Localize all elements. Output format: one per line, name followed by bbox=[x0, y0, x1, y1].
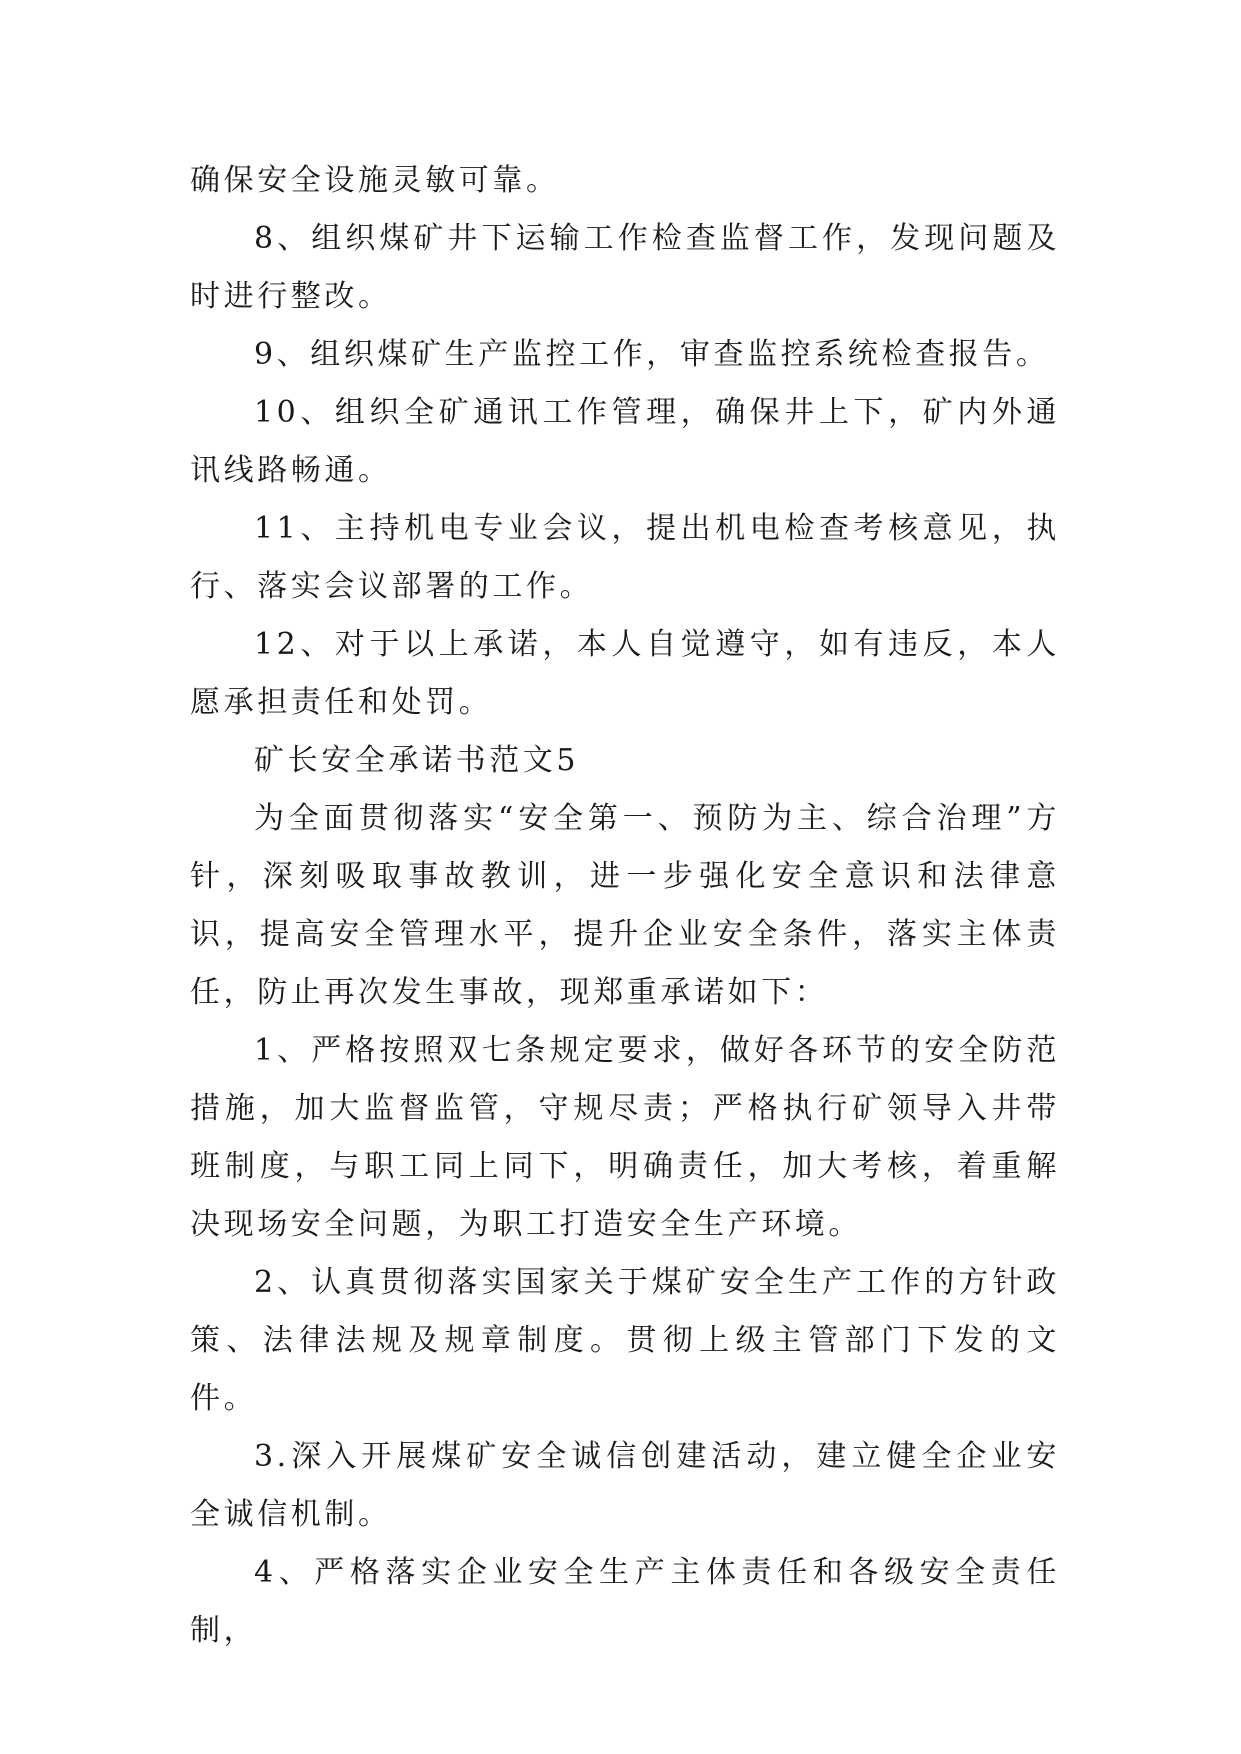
paragraph-8: 为全面贯彻落实“安全第一、预防为主、综合治理”方针，深刻吸取事故教训，进一步强化安全意识和法律意识，提高安全管理水平，提升企业安全条件，落实主体责任，防止再次发生事故，现郑重承诺如下： bbox=[190, 801, 1060, 1010]
paragraph-3: 9、组织煤矿生产监控工作，审查监控系统检查报告。 bbox=[254, 337, 1050, 372]
paragraph-9: 1、严格按照双七条规定要求，做好各环节的安全防范措施，加大监督监管，守规尽责；严格执行矿领导入井带班制度，与职工同上同下，明确责任，加大考核，着重解决现场安全问题，为职工打造安全生产环境。 bbox=[190, 1033, 1060, 1242]
paragraph-11: 3.深入开展煤矿安全诚信创建活动，建立健全企业安全诚信机制。 bbox=[190, 1439, 1060, 1532]
paragraph-10: 2、认真贯彻落实国家关于煤矿安全生产工作的方针政策、法律法规及规章制度。贯彻上级主管部门下发的文件。 bbox=[190, 1265, 1060, 1416]
paragraph-6: 12、对于以上承诺，本人自觉遵守，如有违反，本人愿承担责任和处罚。 bbox=[190, 627, 1060, 720]
document-body bbox=[190, 152, 1060, 1660]
section-heading: 矿长安全承诺书范文5 bbox=[254, 743, 580, 778]
paragraph-4: 10、组织全矿通讯工作管理，确保井上下，矿内外通讯线路畅通。 bbox=[190, 395, 1060, 488]
paragraph-5: 11、主持机电专业会议，提出机电检查考核意见，执行、落实会议部署的工作。 bbox=[190, 511, 1060, 604]
paragraph-2: 8、组织煤矿井下运输工作检查监督工作，发现问题及时进行整改。 bbox=[190, 221, 1060, 314]
paragraph-12: 4、严格落实企业安全生产主体责任和各级安全责任制， bbox=[190, 1555, 1060, 1648]
paragraph-1: 确保安全设施灵敏可靠。 bbox=[190, 163, 560, 198]
